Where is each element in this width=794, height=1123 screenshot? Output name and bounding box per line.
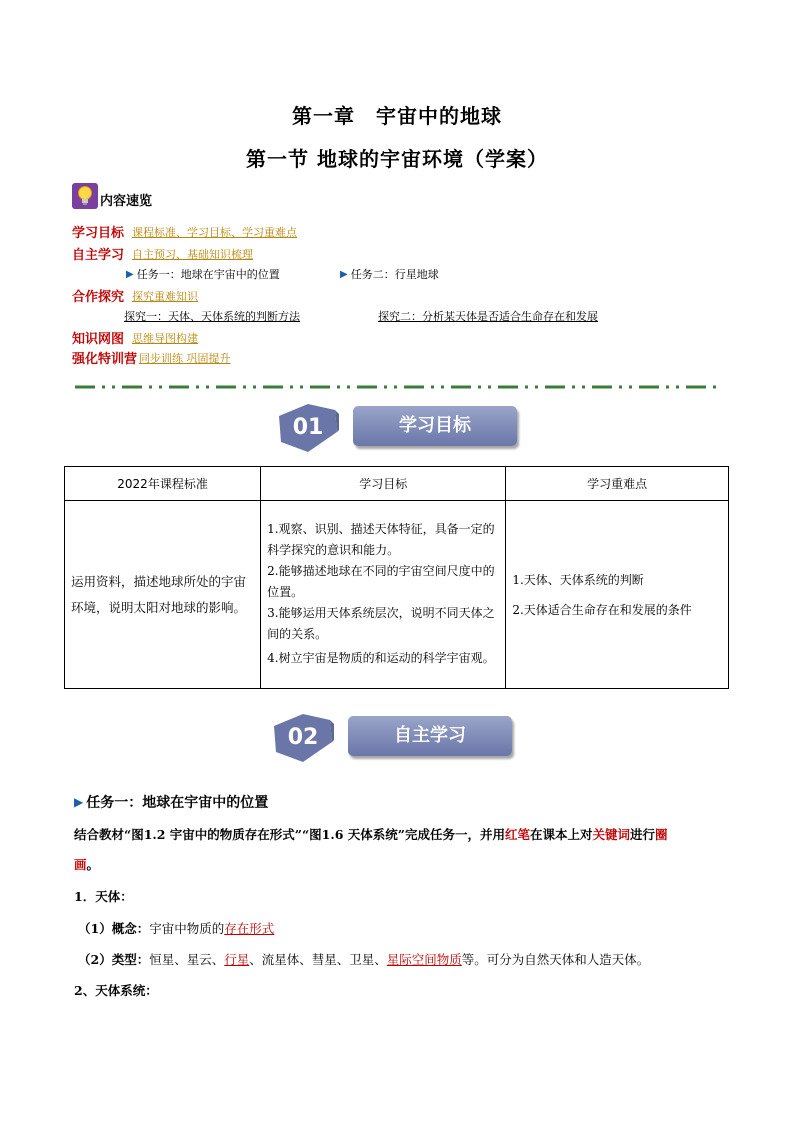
task1-item2: 2、天体系统： bbox=[74, 983, 158, 998]
overview-task-1[interactable]: ▶ 任务一：地球在宇宙中的位置 bbox=[126, 268, 280, 281]
table-cell-objectives: 1.观察、识别、描述天体特征，具备一定的科学探究的意识和能力。 2.能够描述地球在不同的宇宙空间尺度中的位置。 3.能够运用天体系统层次，说明不同天体之间的关系。 4.树立宇宙是物质的和运动的科学宇宙观。 bbox=[261, 501, 506, 689]
overview-exploration-1[interactable]: 探究一：天体、天体系统的判断方法 bbox=[124, 310, 300, 323]
overview-task-2[interactable]: ▶ 任务二：行星地球 bbox=[340, 268, 439, 281]
task1-intro-cont: 画。 bbox=[74, 857, 100, 872]
lightbulb-icon bbox=[72, 183, 98, 209]
task1-types: （2）类型：恒星、星云、行星、流星体、彗星、卫星、星际空间物质等。可分为自然天体和人造天体。 bbox=[78, 952, 650, 967]
overview-row-cooperation: 合作探究 探究重难知识 bbox=[72, 289, 199, 305]
overview-title: 内容速览 bbox=[100, 194, 153, 209]
overview-link-goals[interactable]: 课程标准、学习目标、学习重难点 bbox=[132, 225, 298, 239]
overview-link-training[interactable]: 同步训练 巩固提升 bbox=[139, 351, 231, 365]
task1-item1: 1．天体： bbox=[74, 889, 133, 904]
overview-link-mindmap[interactable]: 思维导图构建 bbox=[132, 331, 199, 345]
section-badge-01 bbox=[277, 402, 517, 454]
table-row bbox=[65, 501, 729, 689]
chapter-title: 第一章 宇宙中的地球 bbox=[292, 104, 502, 128]
overview-link-cooperation[interactable]: 探究重难知识 bbox=[132, 289, 199, 303]
triangle-icon: ▶ bbox=[74, 795, 84, 809]
section-title: 第一节 地球的宇宙环境（学案） bbox=[246, 147, 548, 171]
table-header-row bbox=[65, 467, 729, 501]
overview-exploration-2[interactable]: 探究二：分析某天体是否适合生命存在和发展 bbox=[378, 310, 598, 323]
task1-intro: 结合教材“图1.2 宇宙中的物质存在形式”“图1.6 天体系统”完成任务一，并用红笔在课本上对关键词进行圈 bbox=[74, 827, 668, 842]
table-header: 2022年课程标准 bbox=[65, 467, 261, 501]
table-header: 学习目标 bbox=[261, 467, 506, 501]
section-number-02: 02 bbox=[272, 712, 334, 764]
section-label-02: 自主学习 bbox=[348, 716, 512, 756]
section-divider bbox=[75, 383, 723, 391]
goals-table bbox=[64, 466, 729, 689]
overview-link-self-study[interactable]: 自主预习、基础知识梳理 bbox=[132, 247, 254, 261]
section-label-01: 学习目标 bbox=[353, 406, 517, 446]
overview-row-goals: 学习目标 课程标准、学习目标、学习重难点 bbox=[72, 225, 298, 241]
overview-header bbox=[72, 183, 152, 209]
triangle-icon: ▶ bbox=[126, 268, 134, 280]
task1-concept: （1）概念：宇宙中物质的存在形式 bbox=[78, 921, 275, 936]
section-badge-02 bbox=[272, 712, 512, 764]
overview-row-self-study: 自主学习 自主预习、基础知识梳理 bbox=[72, 247, 254, 263]
table-cell-standard: 运用资料，描述地球所处的宇宙环境，说明太阳对地球的影响。 bbox=[65, 501, 261, 689]
table-cell-difficulties: 1.天体、天体系统的判断 2.天体适合生命存在和发展的条件 bbox=[506, 501, 729, 689]
task1-heading: ▶ 任务一：地球在宇宙中的位置 bbox=[74, 795, 269, 811]
triangle-icon: ▶ bbox=[340, 268, 348, 280]
table-header: 学习重难点 bbox=[506, 467, 729, 501]
overview-row-training: 强化特训营 同步训练 巩固提升 bbox=[72, 351, 231, 367]
section-number-01: 01 bbox=[277, 402, 339, 454]
overview-row-mindmap: 知识网图 思维导图构建 bbox=[72, 331, 199, 347]
